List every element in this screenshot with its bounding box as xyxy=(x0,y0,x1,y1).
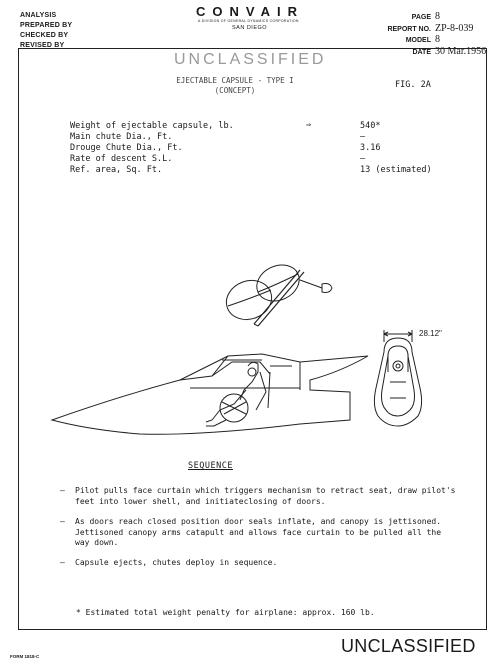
sequence-text: Capsule ejects, chutes deploy in sequence. xyxy=(75,558,278,567)
spec-label: Ref. area, Sq. Ft. xyxy=(70,165,163,175)
spec-label: Drouge Chute Dia., Ft. xyxy=(70,143,183,153)
bullet: – xyxy=(60,517,65,526)
spec-label: Main chute Dia., Ft. xyxy=(70,132,173,142)
spec-label: Weight of ejectable capsule, lb. xyxy=(70,121,234,131)
date-label: DATE xyxy=(412,48,431,56)
bullet: – xyxy=(60,486,65,495)
parachute-diagram xyxy=(221,258,332,326)
figure-number: FIG. 2A xyxy=(395,80,431,90)
spec-value: – xyxy=(360,132,366,142)
sequence-item xyxy=(60,486,460,507)
figure-title-line1: EJECTABLE CAPSULE - TYPE I xyxy=(176,76,294,85)
dimension-label: 28.12" xyxy=(419,329,442,338)
sequence-title: SEQUENCE xyxy=(188,461,233,471)
spec-value: 540* xyxy=(360,121,381,131)
form-number: FORM 1818-C xyxy=(10,654,40,659)
spec-label: Rate of descent S.L. xyxy=(70,154,173,164)
analysis-label: ANALYSIS xyxy=(20,12,57,19)
date-value: 30 Mar.1956 xyxy=(435,45,487,57)
sequence-text: As doors reach closed position door seals inflate, and canopy is jettisoned. Jettisoned canopy arms catapult and allows face curtain to be pulled all the way down. xyxy=(75,517,442,547)
model-value: 8 xyxy=(435,34,440,45)
sequence-text: Pilot pulls face curtain which triggers mechanism to retract seat, draw pilot's feet into lower shell, and initiateclosing of doors. xyxy=(75,486,456,506)
spec-value: 13 (estimated) xyxy=(360,165,432,175)
sequence-item xyxy=(60,558,460,569)
arrow-icon: ⇒ xyxy=(306,120,312,130)
figure-title-line2: (CONCEPT) xyxy=(214,86,256,95)
page-value: 8 xyxy=(435,11,440,22)
checked-by-label: CHECKED BY xyxy=(20,32,69,39)
capsule-front-view xyxy=(374,330,421,426)
prepared-by-label: PREPARED BY xyxy=(20,22,73,29)
footnote: * Estimated total weight penalty for airplane: approx. 160 lb. xyxy=(76,608,375,617)
classification-stamp-bottom: UNCLASSIFIED xyxy=(341,636,476,656)
report-value: ZP-8-039 xyxy=(435,22,474,34)
bullet: – xyxy=(60,558,65,567)
spec-value: 3.16 xyxy=(360,143,381,153)
company-city: SAN DIEGO xyxy=(232,25,268,31)
revised-by-label: REVISED BY xyxy=(20,42,65,49)
spec-value: – xyxy=(360,154,366,164)
model-label: MODEL xyxy=(405,37,431,44)
report-label: REPORT NO. xyxy=(387,25,431,33)
page-label: PAGE xyxy=(411,14,431,21)
classification-stamp-top: UNCLASSIFIED xyxy=(174,51,327,68)
sequence-item xyxy=(60,517,460,549)
company-logo: CONVAIR xyxy=(196,4,304,19)
company-division: A DIVISION OF GENERAL DYNAMICS CORPORATION xyxy=(198,19,299,23)
aircraft-profile xyxy=(52,354,368,434)
